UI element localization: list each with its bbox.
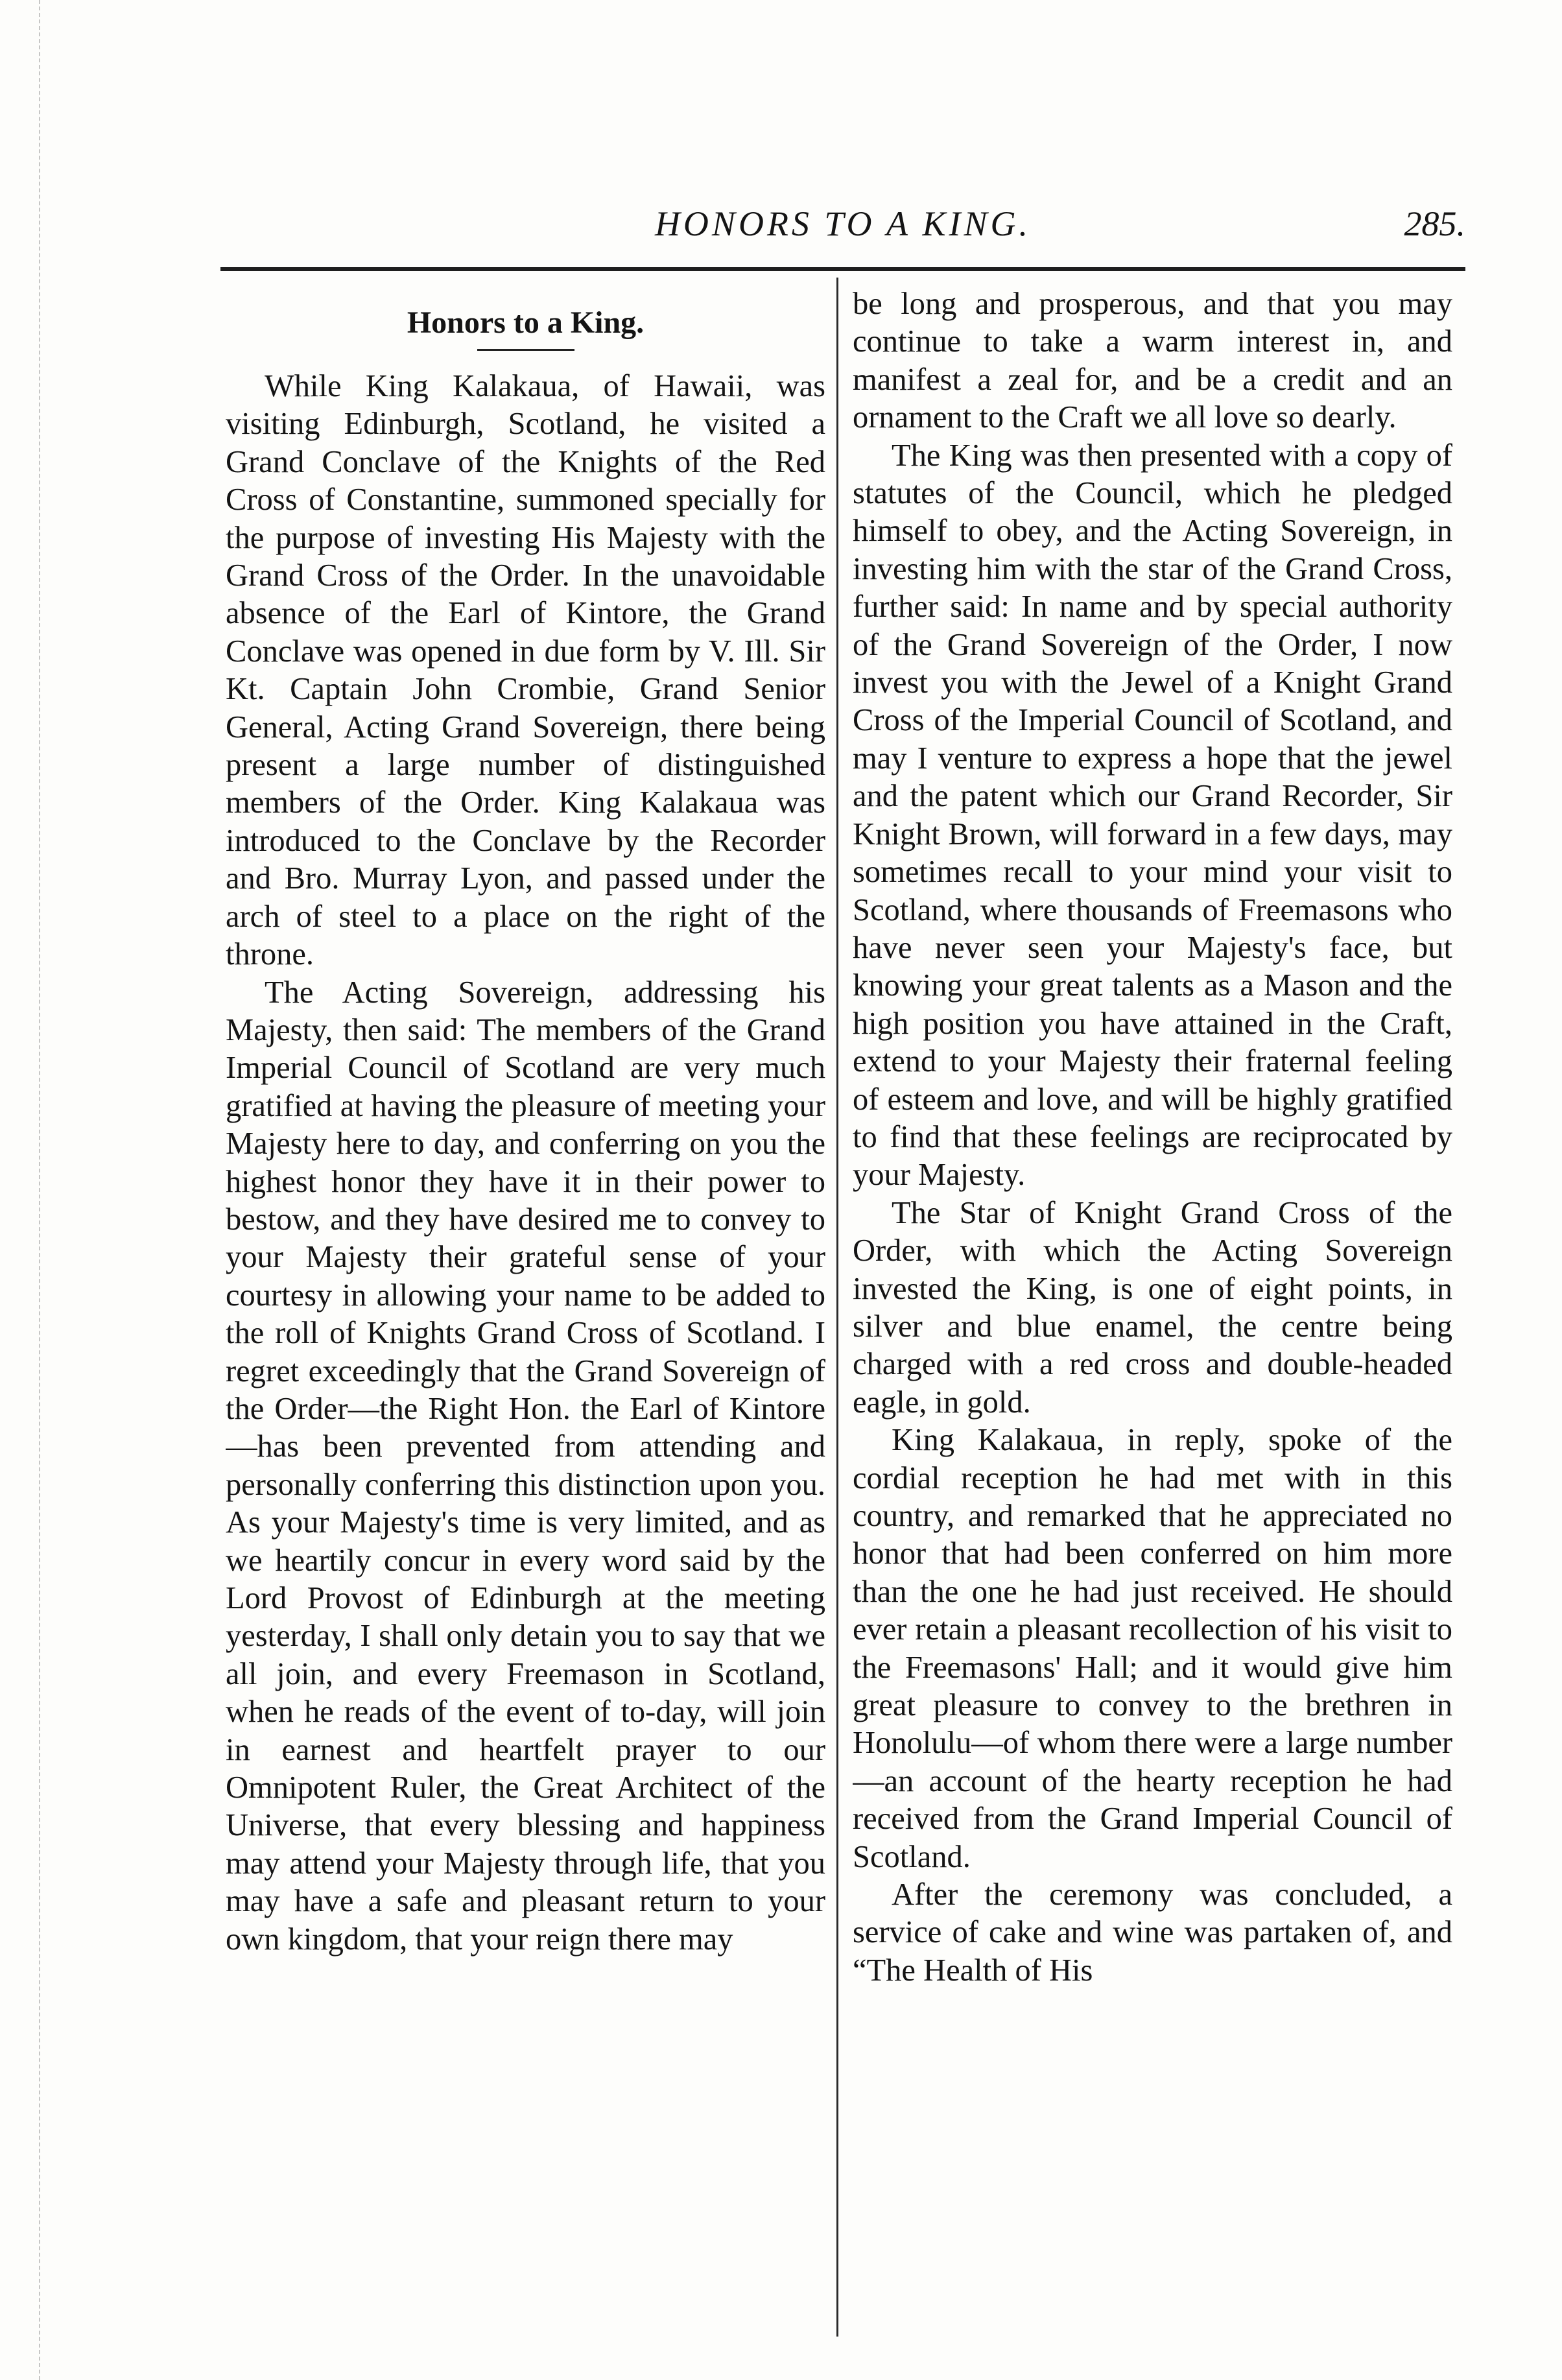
- paragraph: The Star of Knight Grand Cross of the Order, with which the Acting Sovereign invested the King, is one of eight points, in silver and blue enamel, the centre being charged with a red cross and double-headed eagle, in gold.: [853, 1195, 1452, 1420]
- paragraph-continuation: be long and prosperous, and that you may continue to take a warm interest in, and manifest a zeal for, and be a credit and an ornament to the Craft we all love so dearly.: [853, 287, 1452, 435]
- running-title: HONORS TO A KING.: [654, 204, 1032, 243]
- binding-margin: [39, 0, 66, 2380]
- paragraph: King Kalakaua, in reply, spoke of the cordial reception he had met with in this country, and remarked that he appreciated no honor that had been conferred on him more than the one he had just received. He should ever retain a pleasant recollection of his visit to the Freemasons' Hall; and it would give him great pleasure to convey to the brethren in Honolulu—of whom there were a large number—an account of the hearty reception he had received from the Grand Imperial Council of Scotland.: [853, 1423, 1452, 1874]
- header-rule: [220, 267, 1465, 271]
- paragraph: The King was then presented with a copy of statutes of the Council, which he pledged himself to obey, and the Acting Sovereign, in investing him with the star of the Grand Cross, further said: In name and by special authority of the Grand Sovereign of the Order, I now invest you with the Jewel of a Knight Grand Cross of the Imperial Council of Scotland, and may I venture to express a hope that the jewel and the patent which our Grand Recorder, Sir Knight Brown, will forward in a few days, may sometimes recall to your mind your visit to Scotland, where thousands of Freemasons who have never seen your Majesty's face, but knowing your great talents as a Mason and the high position you have attained in the Craft, extend to your Majesty their fraternal feeling of esteem and love, and will be highly gratified to find that these feelings are reciprocated by your Majesty.: [853, 438, 1452, 1193]
- article-title: Honors to a King.: [407, 305, 645, 340]
- running-head: [220, 195, 1465, 253]
- paragraph: After the ceremony was concluded, a service of cake and wine was partaken of, and “The Health of His: [853, 1877, 1452, 1988]
- paragraph: While King Kalakaua, of Hawaii, was visiting Edinburgh, Scotland, he visited a Grand Conclave of the Knights of the Red Cross of Constantine, summoned specially for the purpose of investing His Majesty with the Grand Cross of the Order. In the unavoidable absence of the Earl of Kintore, the Grand Conclave was opened in due form by V. Ill. Sir Kt. Captain John Crombie, Grand Senior General, Acting Grand Sovereign, there being present a large number of distinguished members of the Order. King Kalakaua was introduced to the Conclave by the Recorder and Bro. Murray Lyon, and passed under the arch of steel to a place on the right of the throne.: [226, 369, 825, 972]
- title-rule: [477, 349, 574, 351]
- page-number: 285.: [1404, 204, 1465, 243]
- right-column: [853, 285, 1452, 2315]
- paragraph: The Acting Sovereign, addressing his Majesty, then said: The members of the Grand Imperial Council of Scotland are very much gratified at having the pleasure of meeting your Majesty here to day, and conferring on you the highest honor they have it in their power to bestow, and they have desired me to convey to your Majesty their grateful sense of your courtesy in allowing your name to be added to the roll of Knights Grand Cross of Scotland. I regret exceedingly that the Grand Sovereign of the Order—the Right Hon. the Earl of Kintore—has been prevented from attending and personally conferring this distinction upon you. As your Majesty's time is very limited, and as we heartily concur in every word said by the Lord Provost of Edinburgh at the meeting yesterday, I shall only detain you to say that we all join, and every Freemason in Scotland, when he reads of the event of to-day, will join in earnest and heartfelt prayer to our Omnipotent Ruler, the Great Architect of the Universe, that every blessing and happiness may attend your Majesty through life, that you may have a safe and pleasant return to your own kingdom, that your reign there may: [226, 975, 825, 1957]
- left-column: [226, 285, 825, 2315]
- column-divider: [836, 278, 838, 2337]
